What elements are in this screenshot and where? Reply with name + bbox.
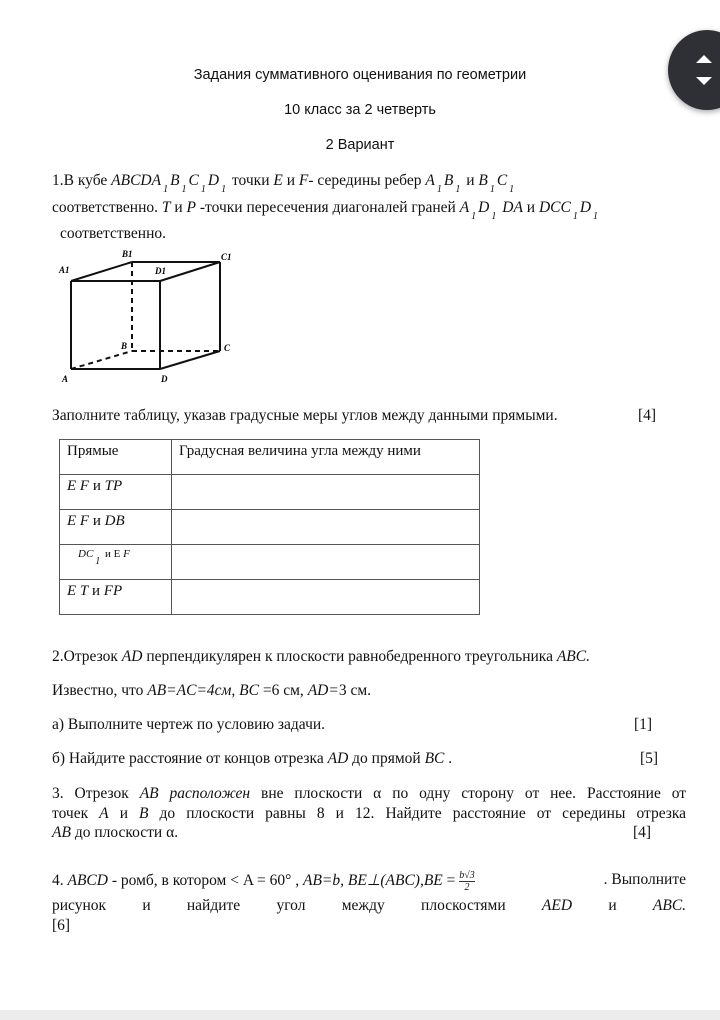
text-segment: 4. [52,872,68,890]
lines-cell [60,545,172,580]
word: и [608,897,617,914]
subscript: 1 [95,556,101,567]
math-text: T [161,199,171,216]
cube-hidden-edge [71,351,132,369]
word: Расстояние [586,785,661,802]
text-segment: б) Найдите расстояние от концов отрезка [52,750,328,767]
math-text: E F [67,513,90,529]
math-text: DCC [538,199,571,216]
text-segment: и [522,199,539,216]
math-text: E F [67,478,90,494]
math-text: E T [67,583,89,599]
task2-line1 [52,647,590,667]
word: вне [261,785,284,802]
fraction-numerator: b√3 [459,870,475,881]
cube-figure [55,248,255,388]
text-segment: и [89,513,105,529]
math-text: B [443,172,454,189]
arrow-down-icon [696,77,712,85]
math-text: F [298,172,309,189]
task1-line3 [60,224,166,244]
word: от [671,785,687,802]
word: и [335,805,344,822]
math-text: ⊥ [366,872,381,890]
angle-cell[interactable] [172,475,480,510]
math-text: A [425,172,435,189]
task2-line2 [52,681,371,701]
table-row [60,475,480,510]
math-text: DB [104,513,125,529]
math-text: D [579,199,592,216]
fraction-denominator: 2 [464,882,470,893]
math-text: DA [498,199,523,216]
math-text: B [170,172,180,189]
word: отрезка [636,805,687,822]
task3-line3 [52,823,178,843]
label-b1: B1 [122,249,133,259]
subscript: 1 [200,184,206,195]
text-segment: 3 см. [338,682,372,699]
label-b: B [121,341,128,351]
text-segment: соответственно. [60,225,166,242]
task2-b-points: [5] [640,750,659,767]
label-c1: C1 [221,252,232,262]
word: и [142,897,151,914]
word: AB расположен [139,785,251,802]
subscript: 1 [163,184,169,195]
cube-edge [160,351,220,369]
subscript: 1 [471,211,477,222]
table-header-row [60,440,480,475]
task3-line1 [52,784,686,804]
text-segment: - середины ребер [308,172,426,189]
table-instruction: Заполните таблицу, указав градусные меры углов между данными прямыми. [52,407,558,424]
word: равны [265,805,306,822]
word: по [392,785,409,802]
math-text: ABCD [67,872,108,890]
subscript: 1 [593,211,599,222]
word: расстояние [452,805,526,822]
grade-line: 10 класс за 2 четверть [284,102,436,118]
text-segment: =6 см, [259,682,308,699]
math-text: AD= [307,682,339,699]
task3-line2 [52,804,686,824]
word: AED [541,897,573,914]
word: рисунок [52,897,107,914]
word: от [524,785,540,802]
task4-line1-end [604,870,686,890]
subscript: 1 [489,184,495,195]
text-segment: до плоскости α. [70,824,179,841]
subscript: 1 [572,211,578,222]
angles-table [59,439,480,615]
word: плоскости [186,805,255,822]
text-segment: Известно, что [52,682,148,699]
arrow-up-icon [696,55,712,63]
variant-line: 2 Вариант [325,137,395,153]
word: Отрезок [74,785,129,802]
word: и [119,805,128,822]
text-segment: точки [228,172,274,189]
word: середины [562,805,626,822]
task4-line2 [52,896,686,916]
angle-cell[interactable] [172,545,480,580]
text-segment: до прямой [348,750,425,767]
word: до [159,805,176,822]
math-text: AD [121,648,143,665]
text-segment: . Выполните [603,871,686,888]
text-segment: 1.В кубе [52,172,112,189]
label-d1: D1 [155,266,166,276]
word: A [99,805,109,822]
bottom-bar [0,1010,720,1020]
word: плоскости [294,785,363,802]
text-segment: -точки пересечения диагоналей граней [196,199,460,216]
word: 8 [316,805,325,822]
text-segment: и [89,478,105,494]
math-text: BC [424,750,445,767]
task1-line1 [52,171,516,200]
text-segment: - ромб, в котором < A = 60° , [107,872,303,890]
document-title: Задания суммативного оценивания по геометрии [193,67,527,83]
text-segment: соответственно. [52,199,162,216]
subscript: 1 [491,211,497,222]
math-text: DC [78,548,94,560]
lines-cell [60,510,172,545]
word: угол [276,897,306,914]
math-text: ABCDA [111,172,162,189]
task1-line2 [52,198,600,227]
math-text: P [186,199,197,216]
text-segment: а) Выполните чертеж по условию задачи. [52,716,326,733]
lines-cell [60,580,172,615]
subscript: 1 [455,184,461,195]
task1-points: [4] [638,407,657,424]
text-segment: и [170,199,187,216]
cube-edge [160,262,220,281]
math-text: A [459,199,470,216]
math-text: ABC. [556,648,590,665]
task4-line1 [52,870,686,893]
text-segment: и [88,583,104,599]
task2-b [52,749,452,769]
text-segment: = [442,872,460,890]
label-d: D [161,374,168,384]
angle-cell[interactable] [172,580,480,615]
text-segment: перпендикулярен к плоскости равнобедренного треугольника [142,648,557,665]
math-text: F [123,548,130,560]
word: 12. [355,805,375,822]
task4-line1-start [52,872,459,889]
scroll-button[interactable] [668,30,720,110]
task2-a-points: [1] [634,716,653,733]
fraction [459,870,475,893]
word: B [139,805,149,822]
cube-edge [71,262,132,281]
math-text: C [188,172,199,189]
math-text: C [496,172,508,189]
math-text: AB=AC=4см, BC [147,682,259,699]
word: нее. [550,785,577,802]
math-text: AD [327,750,349,767]
header-angle: Градусная величина угла между ними [172,440,480,475]
word: между [341,897,385,914]
text-segment: 2.Отрезок [52,648,122,665]
label-a1: A1 [59,265,70,275]
word: найдите [186,897,241,914]
label-a: A [62,374,69,384]
math-text: (ABC),BE [380,872,443,890]
text-segment: и [282,172,299,189]
text-segment: и [462,172,479,189]
word: 3. [52,785,64,802]
task2-a [52,715,325,735]
subscript: 1 [509,184,515,195]
table-row [60,545,480,580]
word: плоскостями [421,897,506,914]
text-segment: . [444,750,453,767]
word: Найдите [385,805,442,822]
math-text: B [478,172,488,189]
table-row [60,510,480,545]
table-row [60,580,480,615]
task4-points: [6] [52,917,71,934]
subscript: 1 [436,184,442,195]
word: сторону [461,785,515,802]
math-text: E [273,172,283,189]
math-text: AB [52,824,71,841]
task3-points: [4] [633,824,652,841]
math-text: TP [104,478,123,494]
math-text: D [478,199,490,216]
lines-cell [60,475,172,510]
subscript: 1 [221,184,227,195]
label-c: C [224,343,231,353]
subscript: 1 [181,184,187,195]
word: от [536,805,552,822]
word: α [373,785,382,802]
word: точек [52,805,89,822]
word: ABC. [652,897,687,914]
math-text: AB=b, BE [303,872,367,890]
angle-cell[interactable] [172,510,480,545]
math-text: D [207,172,220,189]
text-segment: и Е [102,548,124,560]
word: одну [419,785,451,802]
header-lines: Прямые [60,440,172,475]
math-text: FP [103,583,123,599]
